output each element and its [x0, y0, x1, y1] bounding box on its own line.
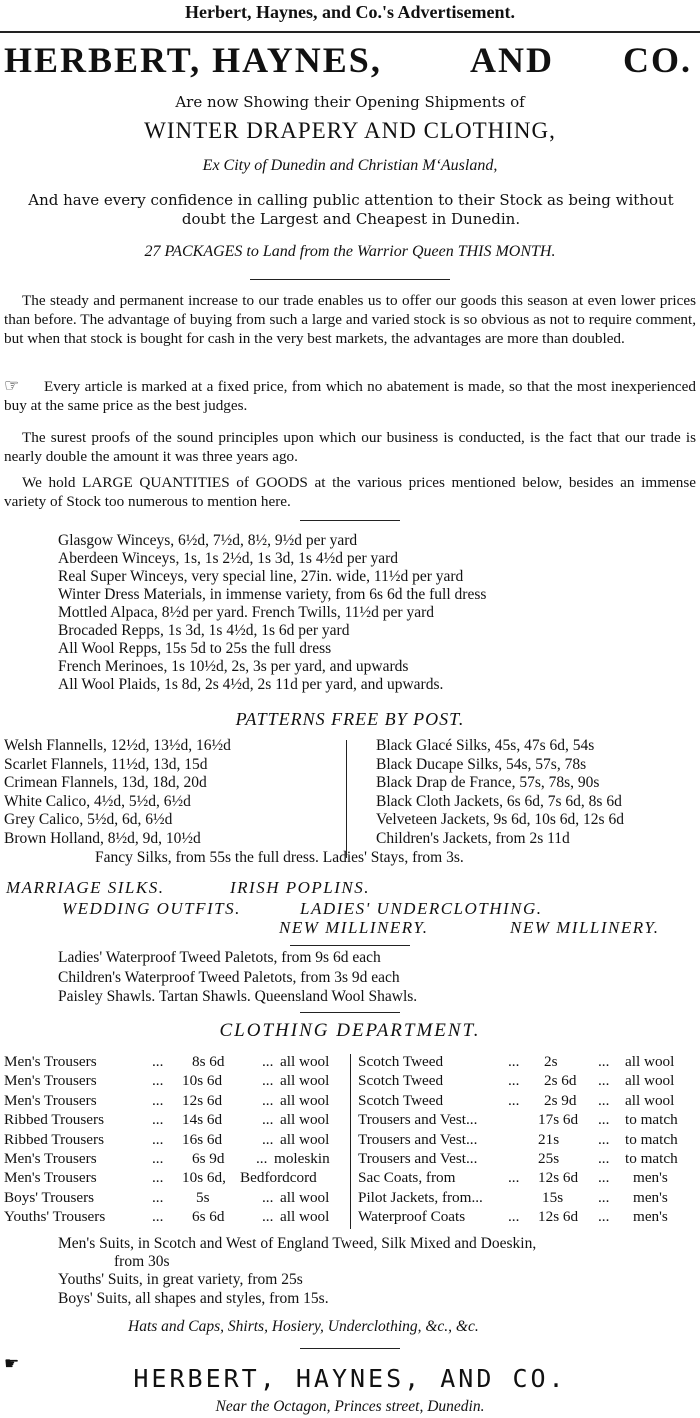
- item-note: all wool: [625, 1091, 675, 1109]
- item-price: 17s 6d: [538, 1111, 579, 1129]
- list-item: Velveteen Jackets, 9s 6d, 10s 6d, 12s 6d: [376, 811, 624, 829]
- table-row: [4, 1110, 349, 1129]
- list-item: Black Cloth Jackets, 6s 6d, 7s 6d, 8s 6d: [376, 792, 622, 810]
- fancy-silks-line: Fancy Silks, from 55s the full dress. Ladies' Stays, from 3s.: [95, 849, 464, 866]
- list-item: Black Glacé Silks, 45s, 47s 6d, 54s: [376, 737, 595, 754]
- marriage-silks: MARRIAGE SILKS.: [6, 878, 165, 897]
- leader-dots: ...: [262, 1130, 274, 1148]
- leader-dots: ...: [152, 1053, 164, 1070]
- item-price: 6s 9d: [192, 1149, 225, 1167]
- item-price: 5s: [196, 1188, 210, 1206]
- item-price: 2s 9d: [544, 1091, 577, 1109]
- item-note: to match: [625, 1130, 678, 1148]
- header-rule: [0, 31, 700, 33]
- list-item: Brown Holland, 8½d, 9d, 10½d: [4, 829, 201, 847]
- section-rule: [290, 945, 410, 946]
- clothing-right-table: [358, 1052, 696, 1227]
- item-name: Trousers and Vest...: [358, 1130, 478, 1148]
- table-row: [4, 1052, 349, 1071]
- item-price: 2s: [544, 1053, 558, 1070]
- leader-dots: ...: [152, 1091, 164, 1109]
- list-item: French Merinoes, 1s 10½d, 2s, 3s per yard, and upwards: [58, 658, 409, 675]
- irish-poplins: IRISH POPLINS.: [230, 878, 370, 897]
- hats-caps-line: Hats and Caps, Shirts, Hosiery, Underclothing, &c., &c.: [128, 1318, 479, 1335]
- leader-dots: ...: [256, 1149, 268, 1167]
- list-item: All Wool Plaids, 1s 8d, 2s 4½d, 2s 11d per yard, and upwards.: [58, 676, 444, 693]
- paragraph-fixed-price: [4, 376, 696, 415]
- list-item: Glasgow Winceys, 6½d, 7½d, 8½, 9½d per yard: [58, 532, 358, 549]
- table-row: [358, 1149, 696, 1168]
- table-row: [4, 1130, 349, 1149]
- list-item: Black Drap de France, 57s, 78s, 90s: [376, 774, 600, 792]
- list-item: Winter Dress Materials, in immense variety, from 6s 6d the full dress: [58, 586, 487, 603]
- paragraph-proofs: [4, 428, 696, 466]
- wedding-outfits: WEDDING OUTFITS.: [62, 899, 241, 918]
- leader-dots: ...: [598, 1130, 610, 1148]
- list-item: Brocaded Repps, 1s 3d, 1s 4½d, 1s 6d per yard: [58, 622, 350, 639]
- item-name: Men's Trousers: [4, 1169, 97, 1187]
- clothing-left-table: [4, 1052, 349, 1227]
- company-name-left: HERBERT, HAYNES,: [4, 40, 382, 80]
- paragraph-proofs-text: The surest proofs of the sound principles upon which our business is conducted, is the fact that our trade is nearly double the amount it was three years ago.: [4, 429, 696, 465]
- leader-dots: ...: [152, 1169, 164, 1187]
- company-name-right: CO.: [623, 40, 692, 80]
- list-item: Crimean Flannels, 13d, 18d, 20d: [4, 774, 207, 792]
- confidence-text: And have every confidence in calling public attention to their Stock as being without doubt the Largest and Cheapest in Dunedin.: [28, 191, 674, 228]
- waterproof-list: [58, 948, 417, 1007]
- leader-dots: ...: [598, 1091, 610, 1109]
- leader-dots: ...: [152, 1188, 164, 1206]
- leader-dots: ...: [262, 1111, 274, 1129]
- leader-dots: ...: [598, 1111, 610, 1129]
- leader-dots: ...: [262, 1091, 274, 1109]
- leader-dots: ...: [598, 1188, 610, 1206]
- paragraph-trade: [4, 291, 696, 348]
- paragraph-quantities-text: We hold LARGE QUANTITIES of GOODS at the various prices mentioned below, besides an immense variety of Stock too numerous to mention here.: [4, 474, 696, 510]
- section-rule: [250, 279, 450, 280]
- list-item: Children's Waterproof Tweed Paletots, from 3s 9d each: [58, 968, 400, 986]
- item-note: all wool: [280, 1091, 330, 1109]
- list-item: Scarlet Flannels, 11½d, 13d, 15d: [4, 755, 208, 773]
- leader-dots: ...: [508, 1091, 520, 1109]
- item-note: men's: [633, 1188, 668, 1206]
- list-item: White Calico, 4½d, 5½d, 6½d: [4, 792, 191, 810]
- clothing-heading: CLOTHING DEPARTMENT.: [219, 1020, 481, 1041]
- item-price: 12s 6d: [538, 1169, 579, 1187]
- paragraph-quantities: [4, 473, 696, 511]
- section-rule: [300, 1012, 400, 1013]
- item-name: Men's Trousers: [4, 1053, 97, 1070]
- item-name: Scotch Tweed: [358, 1091, 444, 1109]
- item-price: 12s 6d: [538, 1208, 579, 1226]
- pointing-hand-icon: ☞: [4, 376, 20, 395]
- item-note: Bedfordcord: [240, 1169, 317, 1187]
- item-name: Ribbed Trousers: [4, 1111, 105, 1129]
- footer-address: Near the Octagon, Princes street, Dunedin.: [215, 1398, 485, 1415]
- leader-dots: ...: [598, 1169, 610, 1187]
- item-note: to match: [625, 1111, 678, 1129]
- item-price: 2s 6d: [544, 1072, 577, 1090]
- item-note: all wool: [280, 1188, 330, 1206]
- table-row: [358, 1207, 696, 1226]
- patterns-right-list: [376, 737, 624, 849]
- mens-suits-price: from 30s: [114, 1253, 170, 1270]
- section-rule: [300, 1348, 400, 1349]
- pointing-hand-icon: ☛: [4, 1354, 20, 1374]
- table-row: [4, 1168, 349, 1187]
- list-item: Grey Calico, 5½d, 6d, 6½d: [4, 811, 173, 829]
- item-name: Waterproof Coats: [358, 1208, 466, 1226]
- leader-dots: ...: [598, 1072, 610, 1090]
- item-note: men's: [633, 1169, 668, 1187]
- list-item: Real Super Winceys, very special line, 27in. wide, 11½d per yard: [58, 568, 464, 585]
- leader-dots: ...: [152, 1208, 164, 1226]
- item-name: Scotch Tweed: [358, 1053, 444, 1070]
- item-price: 12s 6d: [182, 1091, 223, 1109]
- item-note: all wool: [625, 1072, 675, 1090]
- item-name: Men's Trousers: [4, 1149, 97, 1167]
- paragraph-trade-text: The steady and permanent increase to our trade enables us to offer our goods this season at even lower prices than before. The advantage of buying from such a large and varied stock is so obvious as not to require comment, but when that stock is bought for cash in the very best markets, the advantages are more than doubled.: [4, 292, 696, 347]
- item-note: to match: [625, 1149, 678, 1167]
- item-price: 6s 6d: [192, 1208, 225, 1226]
- section-rule: [300, 520, 400, 521]
- item-note: all wool: [625, 1053, 675, 1070]
- item-price: 14s 6d: [182, 1111, 223, 1129]
- item-note: men's: [633, 1208, 668, 1226]
- leader-dots: ...: [262, 1053, 274, 1070]
- table-row: [358, 1188, 696, 1207]
- list-item: All Wool Repps, 15s 5d to 25s the full dress: [58, 640, 332, 657]
- item-note: all wool: [280, 1111, 330, 1129]
- item-note: all wool: [280, 1053, 330, 1070]
- patterns-left-list: [4, 737, 231, 849]
- item-name: Trousers and Vest...: [358, 1111, 478, 1129]
- list-item: Paisley Shawls. Tartan Shawls. Queensland Wool Shawls.: [58, 988, 418, 1005]
- leader-dots: ...: [508, 1169, 520, 1187]
- table-row: [4, 1207, 349, 1226]
- leader-dots: ...: [152, 1149, 164, 1167]
- column-divider: [346, 740, 347, 858]
- item-name: Scotch Tweed: [358, 1072, 444, 1090]
- table-row: [358, 1052, 696, 1071]
- leader-dots: ...: [508, 1053, 520, 1070]
- item-price: 15s: [542, 1188, 564, 1206]
- footer-company-name: HERBERT, HAYNES, AND CO.: [133, 1364, 567, 1393]
- item-name: Ribbed Trousers: [4, 1130, 105, 1148]
- new-millinery-2: NEW MILLINERY.: [510, 918, 660, 937]
- item-note: moleskin: [274, 1149, 330, 1167]
- patterns-heading: PATTERNS FREE BY POST.: [235, 709, 465, 729]
- table-row: [4, 1149, 349, 1168]
- packages-line: 27 PACKAGES to Land from the Warrior Queen THIS MONTH.: [144, 243, 556, 260]
- leader-dots: ...: [598, 1053, 610, 1070]
- item-price: 21s: [538, 1130, 560, 1148]
- leader-dots: ...: [508, 1208, 520, 1226]
- item-name: Men's Trousers: [4, 1091, 97, 1109]
- table-row: [4, 1188, 349, 1207]
- advertisement-title: Herbert, Haynes, and Co.'s Advertisement.: [185, 2, 515, 22]
- item-name: Men's Trousers: [4, 1072, 97, 1090]
- ships-line: Ex City of Dunedin and Christian M‘Ausland,: [202, 157, 498, 174]
- paragraph-fixed-price-text: Every article is marked at a fixed price, from which no abatement is made, so that the most inexperienced buy at the same price as the best judges.: [4, 378, 696, 414]
- item-note: all wool: [280, 1208, 330, 1226]
- leader-dots: ...: [152, 1111, 164, 1129]
- item-name: Boys' Trousers: [4, 1188, 95, 1206]
- item-price: 25s: [538, 1149, 560, 1167]
- item-price: 8s 6d: [192, 1053, 225, 1070]
- winter-drapery-heading: WINTER DRAPERY AND CLOTHING,: [144, 118, 556, 143]
- boys-suits-line: Boys' Suits, all shapes and styles, from 15s.: [58, 1290, 329, 1307]
- item-price: 16s 6d: [182, 1130, 223, 1148]
- table-row: [358, 1110, 696, 1129]
- showing-line: Are now Showing their Opening Shipments of: [175, 93, 525, 111]
- leader-dots: ...: [598, 1208, 610, 1226]
- table-row: [358, 1130, 696, 1149]
- list-item: Ladies' Waterproof Tweed Paletots, from 9s 6d each: [58, 949, 381, 966]
- leader-dots: ...: [262, 1188, 274, 1206]
- winter-price-list: [58, 532, 486, 694]
- table-row: [4, 1091, 349, 1110]
- table-row: [358, 1091, 696, 1110]
- leader-dots: ...: [152, 1072, 164, 1090]
- leader-dots: ...: [508, 1072, 520, 1090]
- new-millinery-1: NEW MILLINERY.: [279, 918, 429, 937]
- leader-dots: ...: [262, 1072, 274, 1090]
- leader-dots: ...: [598, 1149, 610, 1167]
- item-name: Trousers and Vest...: [358, 1149, 478, 1167]
- ladies-underclothing: LADIES' UNDERCLOTHING.: [300, 899, 543, 918]
- list-item: Black Ducape Silks, 54s, 57s, 78s: [376, 755, 587, 773]
- column-divider: [350, 1054, 351, 1229]
- item-name: Pilot Jackets, from...: [358, 1188, 483, 1206]
- table-row: [4, 1071, 349, 1090]
- table-row: [358, 1168, 696, 1187]
- list-item: Mottled Alpaca, 8½d per yard. French Twills, 11½d per yard: [58, 604, 434, 621]
- company-name-and: AND: [470, 40, 554, 80]
- youths-suits-line: Youths' Suits, in great variety, from 25s: [58, 1271, 303, 1288]
- item-note: all wool: [280, 1072, 330, 1090]
- list-item: Aberdeen Winceys, 1s, 1s 2½d, 1s 3d, 1s 4½d per yard: [58, 550, 399, 567]
- item-name: Youths' Trousers: [4, 1208, 106, 1226]
- leader-dots: ...: [262, 1208, 274, 1226]
- item-price: 10s 6d,: [182, 1169, 226, 1187]
- list-item: Children's Jackets, from 2s 11d: [376, 829, 570, 847]
- item-name: Sac Coats, from: [358, 1169, 456, 1187]
- list-item: Welsh Flannells, 12½d, 13½d, 16½d: [4, 737, 231, 754]
- table-row: [358, 1071, 696, 1090]
- leader-dots: ...: [152, 1130, 164, 1148]
- item-price: 10s 6d: [182, 1072, 223, 1090]
- mens-suits-line: Men's Suits, in Scotch and West of England Tweed, Silk Mixed and Doeskin,: [58, 1235, 537, 1252]
- item-note: all wool: [280, 1130, 330, 1148]
